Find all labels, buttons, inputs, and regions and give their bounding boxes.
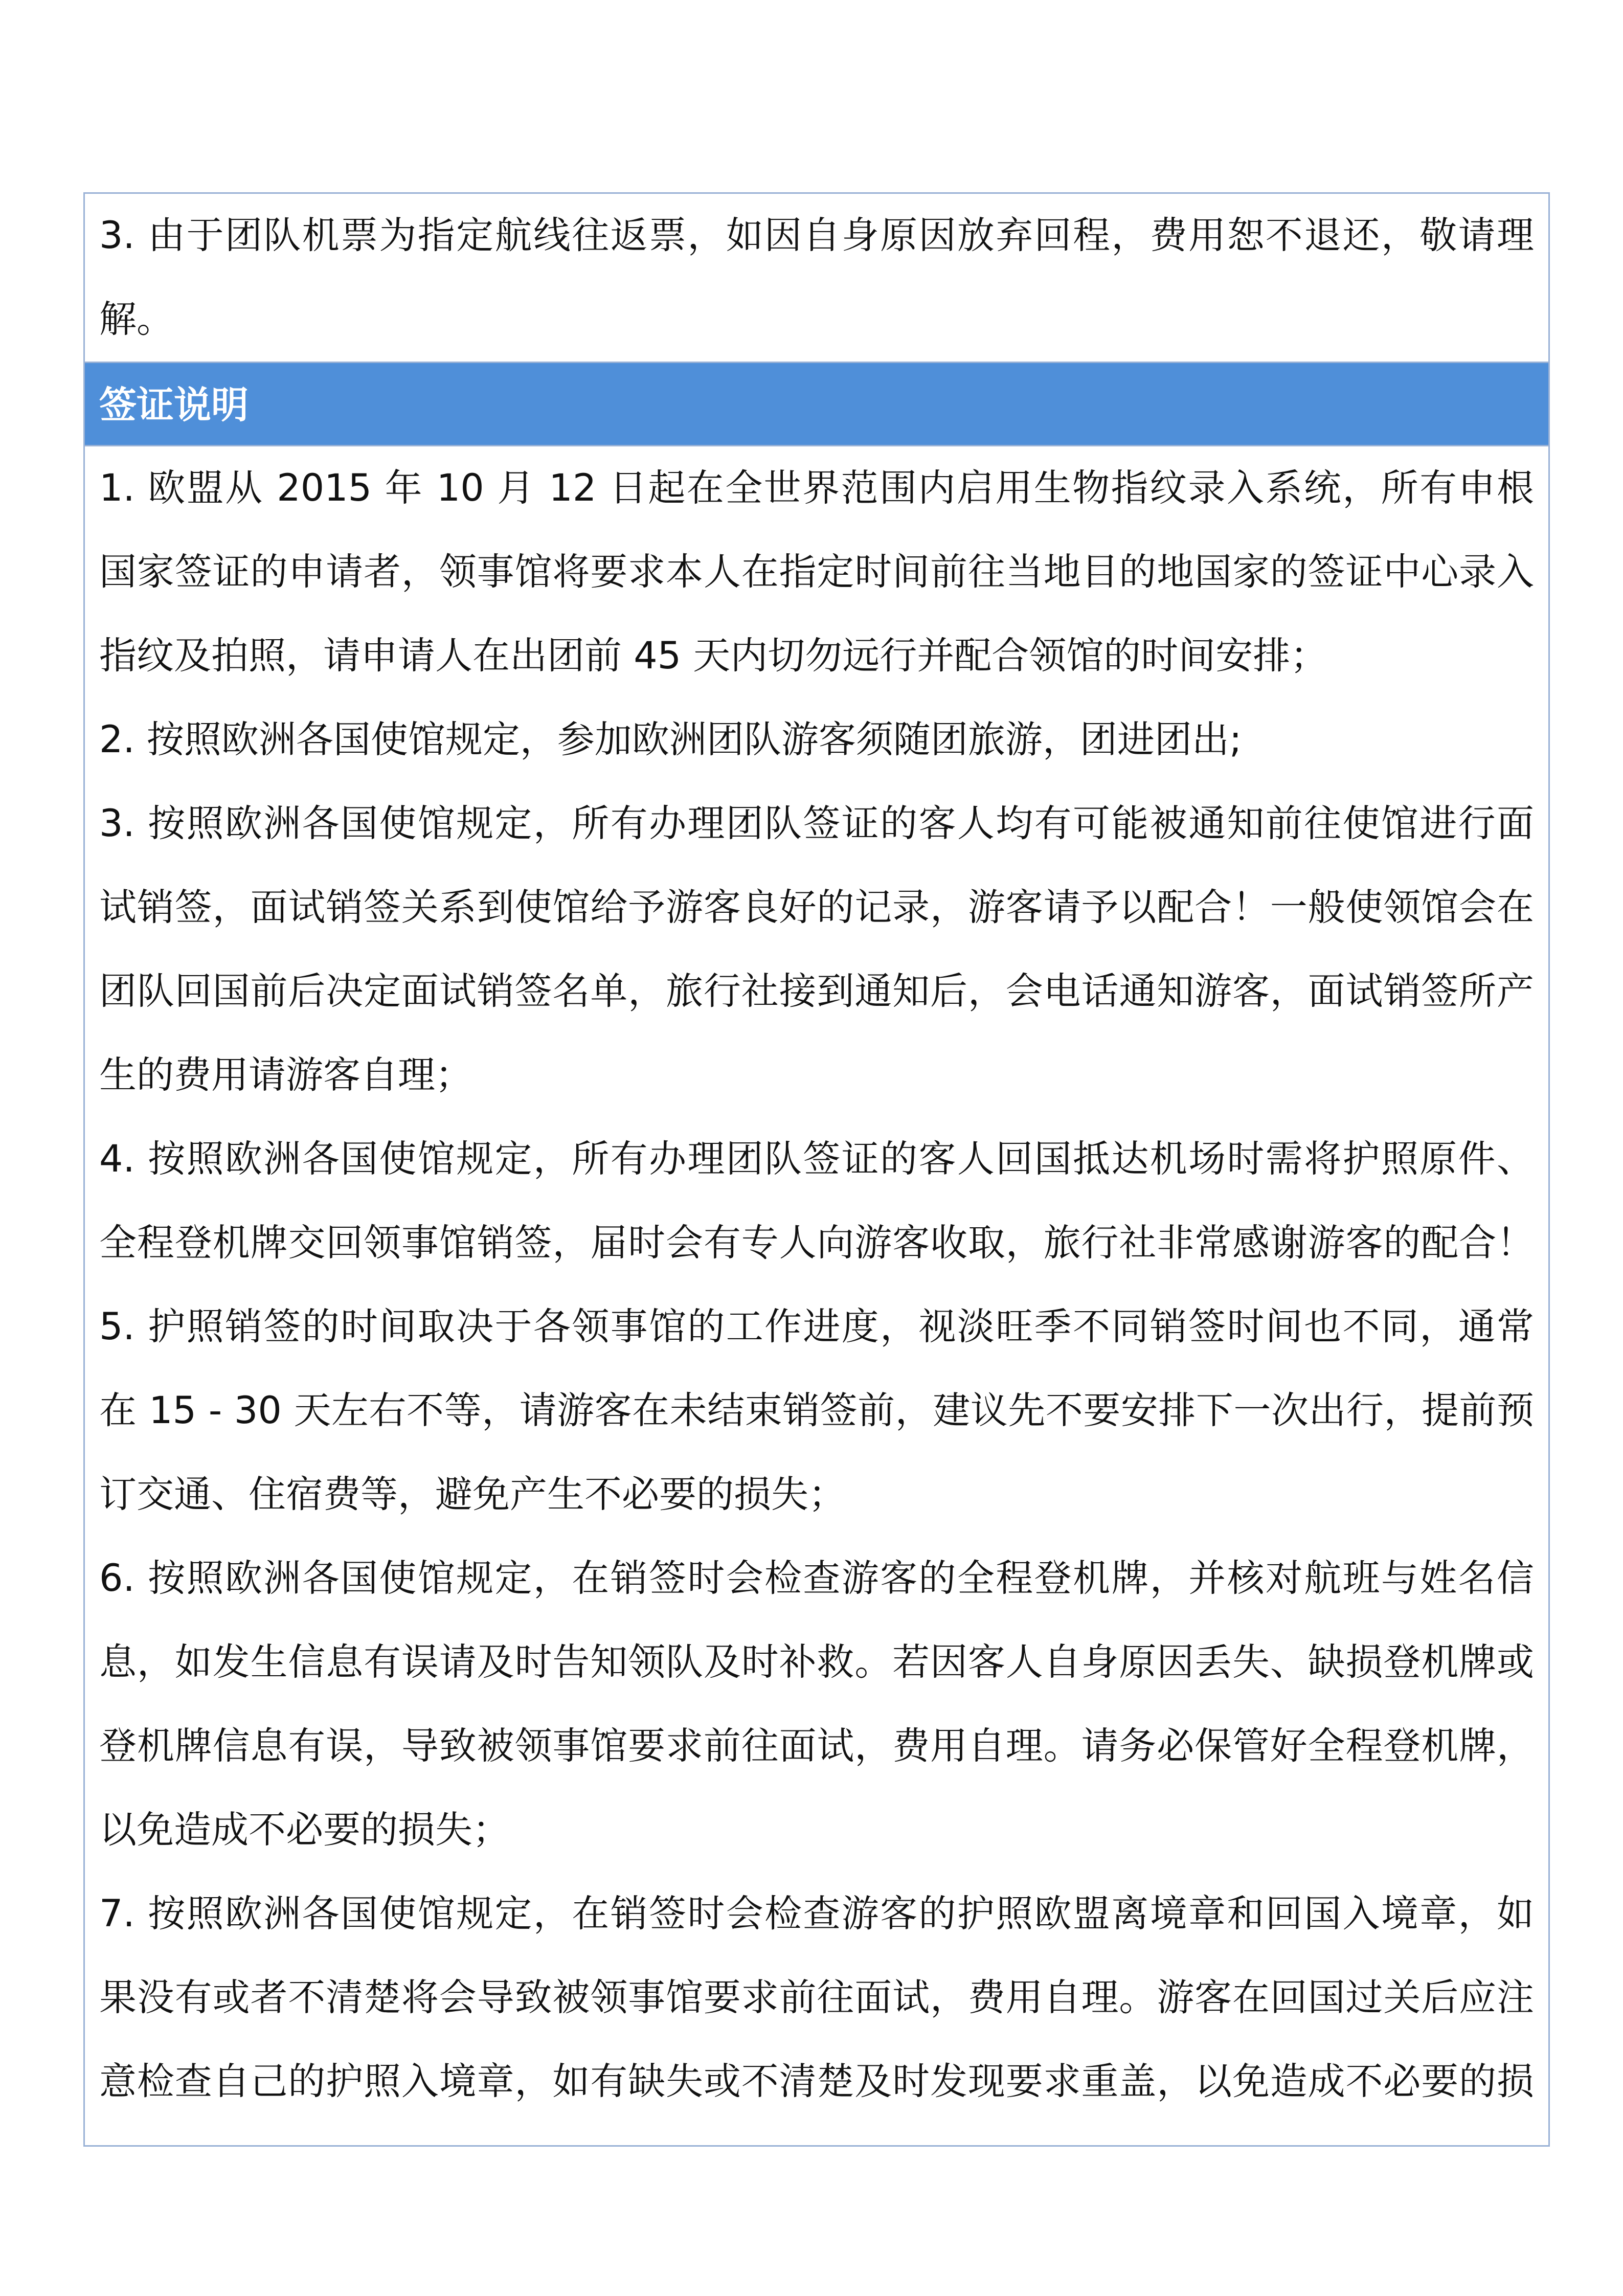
text-line: 5. 护照销签的时间取决于各领事馆的工作进度，视淡旺季不同销签时间也不同，通常 — [99, 1305, 1534, 1348]
text-line: 登机牌信息有误，导致被领事馆要求前往面试，费用自理。请务必保管好全程登机牌， — [99, 1724, 1534, 1768]
text-line: 以免造成不必要的损失； — [99, 1808, 510, 1852]
text-line: 1. 欧盟从 2015 年 10 月 12 日起在全世界范围内启用生物指纹录入系统，所有申根 — [99, 466, 1534, 510]
text-line: 全程登机牌交回领事馆销签，届时会有专人向游客收取，旅行社非常感谢游客的配合！ — [99, 1221, 1534, 1265]
text-line: 3. 由于团队机票为指定航线往返票，如因自身原因放弃回程，费用恕不退还，敬请理 — [99, 214, 1534, 257]
text-line: 国家签证的申请者，领事馆将要求本人在指定时间前往当地目的地国家的签证中心录入 — [99, 550, 1534, 594]
visa-item-6 — [85, 1537, 1548, 1872]
intro-item — [85, 194, 1548, 362]
visa-item-3 — [85, 782, 1548, 1117]
text-line: 试销签，面试销签关系到使馆给予游客良好的记录，游客请予以配合！一般使领馆会在 — [99, 886, 1534, 929]
text-line: 2. 按照欧洲各国使馆规定，参加欧洲团队游客须随团旅游，团进团出; — [99, 718, 1242, 761]
visa-item-7 — [85, 1872, 1548, 2124]
text-line: 解。 — [99, 298, 174, 341]
document-frame — [83, 192, 1550, 2147]
text-line: 3. 按照欧洲各国使馆规定，所有办理团队签证的客人均有可能被通知前往使馆进行面 — [99, 802, 1534, 845]
text-line: 指纹及拍照，请申请人在出团前 45 天内切勿远行并配合领馆的时间安排； — [99, 634, 1328, 678]
text-line: 生的费用请游客自理； — [99, 1053, 472, 1097]
text-line: 7. 按照欧洲各国使馆规定，在销签时会检查游客的护照欧盟离境章和回国入境章，如 — [99, 1892, 1534, 1935]
text-line: 团队回国前后决定面试销签名单，旅行社接到通知后，会电话通知游客，面试销签所产 — [99, 970, 1534, 1013]
text-line: 息，如发生信息有误请及时告知领队及时补救。若因客人自身原因丢失、缺损登机牌或 — [99, 1640, 1534, 1684]
text-line: 4. 按照欧洲各国使馆规定，所有办理团队签证的客人回国抵达机场时需将护照原件、 — [99, 1137, 1534, 1181]
visa-item-2 — [85, 698, 1548, 782]
text-line: 在 15 - 30 天左右不等，请游客在未结束销签前，建议先不要安排下一次出行，提前预 — [99, 1389, 1534, 1432]
visa-item-1 — [85, 446, 1548, 698]
visa-item-4 — [85, 1117, 1548, 1285]
text-line: 订交通、住宿费等，避免产生不必要的损失； — [99, 1473, 846, 1516]
text-line: 意检查自己的护照入境章，如有缺失或不清楚及时发现要求重盖，以免造成不必要的损 — [99, 2060, 1534, 2103]
section-header-visa: 签证说明 — [85, 362, 1548, 446]
visa-item-5 — [85, 1285, 1548, 1537]
text-line: 果没有或者不清楚将会导致被领事馆要求前往面试，费用自理。游客在回国过关后应注 — [99, 1976, 1534, 2019]
text-line: 6. 按照欧洲各国使馆规定，在销签时会检查游客的全程登机牌，并核对航班与姓名信 — [99, 1557, 1534, 1600]
